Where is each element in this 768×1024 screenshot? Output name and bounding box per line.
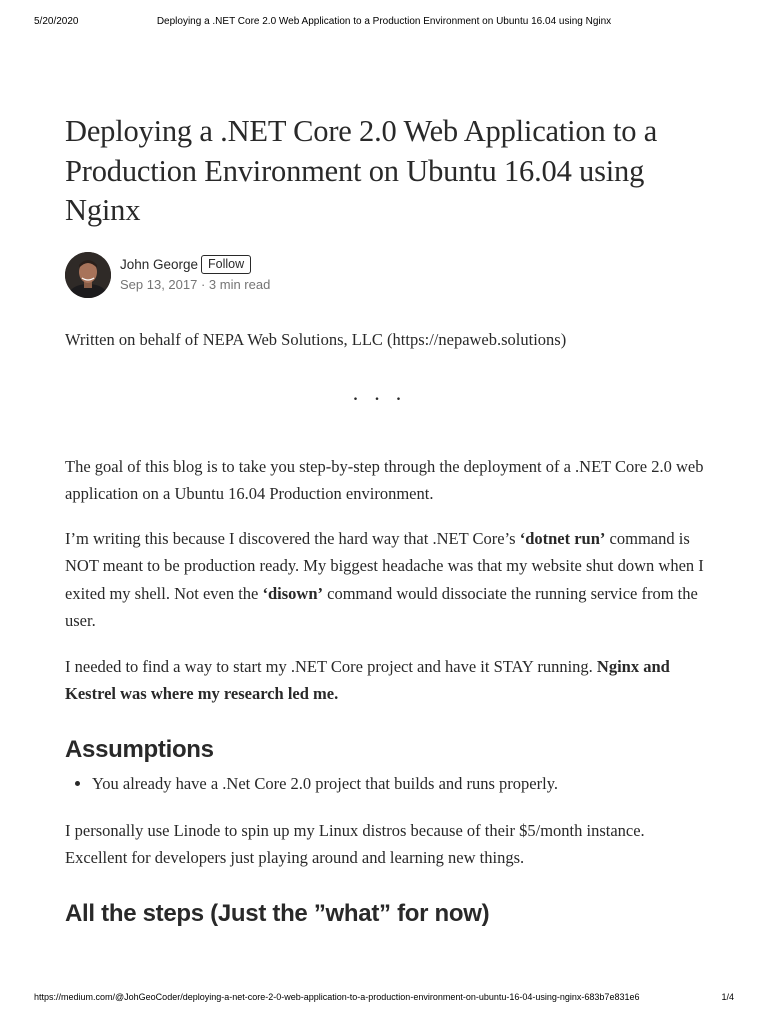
print-title: Deploying a .NET Core 2.0 Web Application to a Production Environment on Ubuntu 16.04 using Nginx (156, 16, 612, 27)
inline-code-dotnet-run: ‘dotnet run’ (519, 529, 606, 548)
paragraph-research: I needed to find a way to start my .NET Core project and have it STAY running. Nginx and Kestrel was where my research led me. (65, 657, 670, 704)
list-item: You already have a .Net Core 2.0 project that builds and runs properly. (65, 770, 705, 797)
print-footer (34, 992, 734, 1006)
print-page-number: 1/4 (721, 992, 734, 1002)
section-divider: ... (352, 380, 418, 405)
bullet-icon (75, 781, 80, 786)
print-date: 5/20/2020 (34, 16, 79, 27)
avatar[interactable] (65, 252, 111, 298)
paragraph-linode: I personally use Linode to spin up my Linux distros because of their $5/month instance. Excellent for developers just playing around and learning new things. (65, 821, 645, 868)
print-url: https://medium.com/@JohGeoCoder/deploying-a-net-core-2-0-web-application-to-a-production-environment-on-ubuntu-16-04-using-nginx-683b7e831e6 (34, 992, 640, 1002)
intro-paragraph: Written on behalf of NEPA Web Solutions, LLC (https://nepaweb.solutions) (65, 330, 567, 349)
inline-code-disown: ‘disown’ (262, 583, 324, 603)
author-block (65, 252, 705, 302)
avatar-image (65, 252, 111, 298)
author-name[interactable]: John George (120, 257, 199, 272)
paragraph-reason: I’m writing this because I discovered the hard way that .NET Core’s ‘dotnet run’ command is NOT meant to be production ready. My biggest headache was that my website shut down when I exited my shell. Not even the ‘disown’ command would dissociate the running service from the user. (65, 529, 704, 630)
emphasis-nginx-kestrel: Nginx and Kestrel was where my research led me. (65, 657, 670, 704)
steps-heading: All the steps (Just the ”what” for now) (65, 900, 490, 927)
article-title: Deploying a .NET Core 2.0 Web Application to a Production Environment on Ubuntu 16.04 using Nginx (65, 114, 658, 227)
post-meta: Sep 13, 2017 · 3 min read (120, 277, 271, 292)
paragraph-goal: The goal of this blog is to take you step-by-step through the deployment of a .NET Core 2.0 web application on a Ubuntu 16.04 Production environment. (65, 457, 704, 504)
assumptions-list (65, 770, 705, 797)
follow-button[interactable]: Follow (201, 255, 251, 274)
assumptions-heading: Assumptions (65, 736, 214, 763)
print-header (34, 16, 734, 30)
